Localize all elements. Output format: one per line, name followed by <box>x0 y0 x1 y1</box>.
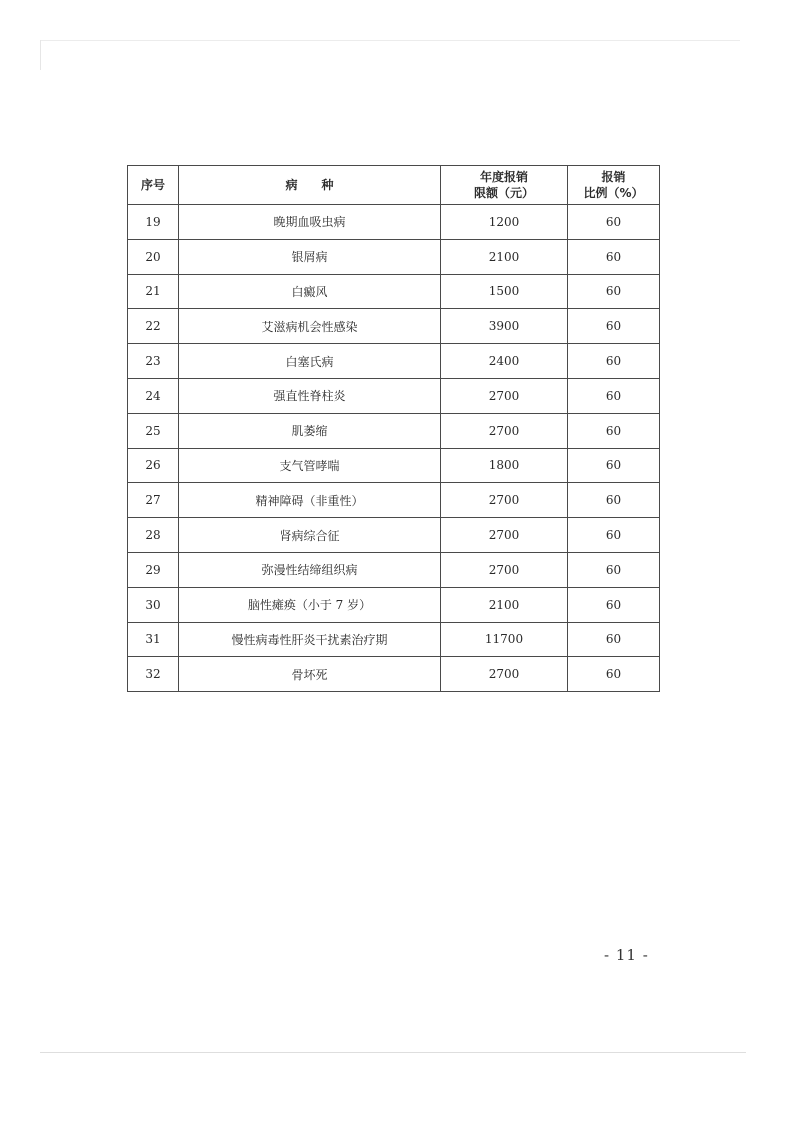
cell-serial-number: 28 <box>128 518 179 553</box>
cell-disease: 弥漫性结缔组织病 <box>179 552 441 587</box>
cell-annual-limit: 2700 <box>441 552 568 587</box>
cell-reimbursement-ratio: 60 <box>568 205 660 240</box>
cell-disease: 支气管哮喘 <box>179 448 441 483</box>
cell-annual-limit: 2700 <box>441 413 568 448</box>
cell-disease: 银屑病 <box>179 239 441 274</box>
cell-disease: 晚期血吸虫病 <box>179 205 441 240</box>
cell-reimbursement-ratio: 60 <box>568 587 660 622</box>
table-row <box>128 309 660 344</box>
cell-reimbursement-ratio: 60 <box>568 657 660 692</box>
cell-reimbursement-ratio: 60 <box>568 483 660 518</box>
cell-serial-number: 30 <box>128 587 179 622</box>
cell-serial-number: 24 <box>128 378 179 413</box>
cell-disease: 精神障碍（非重性） <box>179 483 441 518</box>
cell-disease: 骨坏死 <box>179 657 441 692</box>
cell-disease: 脑性瘫痪（小于 7 岁） <box>179 587 441 622</box>
cell-reimbursement-ratio: 60 <box>568 552 660 587</box>
cell-serial-number: 19 <box>128 205 179 240</box>
table-row <box>128 587 660 622</box>
table-row <box>128 413 660 448</box>
cell-annual-limit: 1800 <box>441 448 568 483</box>
cell-reimbursement-ratio: 60 <box>568 622 660 657</box>
table-row <box>128 622 660 657</box>
cell-reimbursement-ratio: 60 <box>568 239 660 274</box>
cell-annual-limit: 2700 <box>441 657 568 692</box>
header-annual-limit-line1: 年度报销 <box>479 170 528 184</box>
table-row <box>128 274 660 309</box>
table-row <box>128 344 660 379</box>
header-reimbursement-ratio <box>568 166 660 205</box>
cell-annual-limit: 1200 <box>441 205 568 240</box>
cell-annual-limit: 2100 <box>441 587 568 622</box>
cell-disease: 强直性脊柱炎 <box>179 378 441 413</box>
table-row <box>128 205 660 240</box>
cell-serial-number: 22 <box>128 309 179 344</box>
page-edge-bottom <box>40 1052 746 1053</box>
cell-disease: 白塞氏病 <box>179 344 441 379</box>
cell-serial-number: 23 <box>128 344 179 379</box>
table-row <box>128 552 660 587</box>
header-disease <box>179 166 441 205</box>
cell-serial-number: 32 <box>128 657 179 692</box>
cell-serial-number: 29 <box>128 552 179 587</box>
table-row <box>128 448 660 483</box>
header-ratio-line2: 比例（%） <box>583 186 644 200</box>
cell-reimbursement-ratio: 60 <box>568 378 660 413</box>
page-edge-left <box>40 40 41 70</box>
cell-annual-limit: 2400 <box>441 344 568 379</box>
cell-serial-number: 27 <box>128 483 179 518</box>
table-row <box>128 378 660 413</box>
cell-disease: 艾滋病机会性感染 <box>179 309 441 344</box>
cell-disease: 慢性病毒性肝炎干扰素治疗期 <box>179 622 441 657</box>
cell-reimbursement-ratio: 60 <box>568 309 660 344</box>
table-row <box>128 518 660 553</box>
cell-reimbursement-ratio: 60 <box>568 344 660 379</box>
table-row <box>128 657 660 692</box>
cell-reimbursement-ratio: 60 <box>568 448 660 483</box>
cell-disease: 白癜风 <box>179 274 441 309</box>
cell-annual-limit: 2700 <box>441 378 568 413</box>
cell-disease: 肾病综合征 <box>179 518 441 553</box>
cell-annual-limit: 1500 <box>441 274 568 309</box>
header-annual-limit-line2: 限额（元） <box>473 186 534 200</box>
cell-annual-limit: 11700 <box>441 622 568 657</box>
page-number: - 11 - <box>604 946 649 964</box>
cell-reimbursement-ratio: 60 <box>568 518 660 553</box>
disease-reimbursement-table <box>127 165 660 692</box>
header-serial-number: 序号 <box>128 166 179 205</box>
cell-serial-number: 31 <box>128 622 179 657</box>
cell-disease: 肌萎缩 <box>179 413 441 448</box>
cell-annual-limit: 2100 <box>441 239 568 274</box>
cell-annual-limit: 3900 <box>441 309 568 344</box>
cell-annual-limit: 2700 <box>441 518 568 553</box>
table-header-row <box>128 166 660 205</box>
cell-serial-number: 20 <box>128 239 179 274</box>
cell-serial-number: 26 <box>128 448 179 483</box>
cell-serial-number: 25 <box>128 413 179 448</box>
cell-serial-number: 21 <box>128 274 179 309</box>
page-edge-top <box>40 40 740 41</box>
cell-reimbursement-ratio: 60 <box>568 274 660 309</box>
table-row <box>128 239 660 274</box>
cell-reimbursement-ratio: 60 <box>568 413 660 448</box>
cell-annual-limit: 2700 <box>441 483 568 518</box>
header-annual-limit <box>441 166 568 205</box>
table-row <box>128 483 660 518</box>
header-disease-label: 病 种 <box>285 178 334 192</box>
header-ratio-line1: 报销 <box>601 170 626 184</box>
